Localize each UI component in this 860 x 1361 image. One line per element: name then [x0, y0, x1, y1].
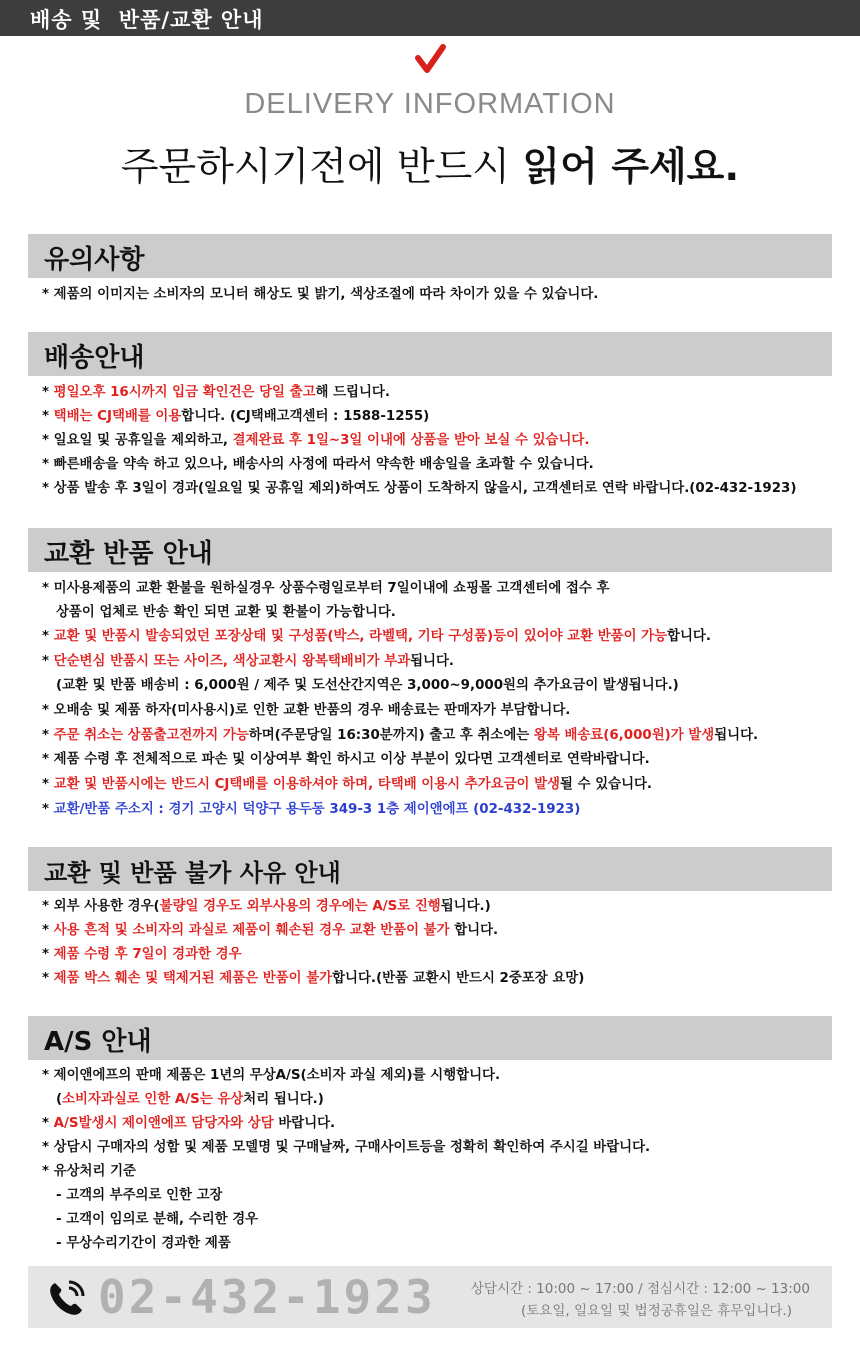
as-line-7: - 고객이 임의로 분해, 수리한 경우 [56, 1212, 259, 1227]
as-line-6: - 고객의 부주의로 인한 고장 [56, 1188, 223, 1203]
refuse-line-3: * 제품 수령 후 7일이 경과한 경우 [42, 947, 242, 962]
delivery-line-1: * 평일오후 16시까지 입금 확인건은 당일 출고해 드립니다. [42, 385, 390, 400]
section-delivery-header [28, 332, 832, 376]
delivery-line-3: * 일요일 및 공휴일을 제외하고, 결제완료 후 1일~3일 이내에 상품을 받아 보실 수 있습니다. [42, 433, 590, 448]
exchange-line-2: * 교환 및 반품시 발송되었던 포장상태 및 구성품(박스, 라벨택, 기타 구성품)등이 있어야 교환 반품이 가능합니다. [42, 629, 711, 644]
refuse-line-2: * 사용 흔적 및 소비자의 과실로 제품이 훼손된 경우 교환 반품이 불가 합니다. [42, 923, 499, 938]
contact-footer [28, 1266, 832, 1328]
as-line-8: - 무상수리기간이 경과한 제품 [56, 1236, 231, 1251]
section-exchange-title: 교환 반품 안내 [44, 539, 213, 569]
exchange-line-7: * 교환 및 반품시에는 반드시 CJ택배를 이용하셔야 하며, 타택배 이용시 추가요금이 발생될 수 있습니다. [42, 777, 653, 792]
delivery-line-4: * 빠른배송을 약속 하고 있으나, 배송사의 사정에 따라서 약속한 배송일을 초과할 수 있습니다. [42, 457, 594, 472]
exchange-line-5: * 주문 취소는 상품출고전까지 가능하며(주문당일 16:30분까지) 출고 후 취소에는 왕복 배송료(6,000원)가 발생됩니다. [42, 728, 759, 743]
read-before-order-title [0, 136, 860, 192]
as-line-4: * 상담시 구매자의 성함 및 제품 모델명 및 구매날짜, 구매사이트등을 정확히 확인하여 주시길 바랍니다. [42, 1140, 651, 1155]
phone-number: 02-432-1923 [98, 1270, 436, 1324]
top-bar [0, 0, 860, 36]
as-line-2: (소비자과실로 인한 A/S는 유상처리 됩니다.) [56, 1092, 324, 1107]
exchange-line-6: * 제품 수령 후 전체적으로 파손 및 이상여부 확인 하시고 이상 부분이 있다면 고객센터로 연락바랍니다. [42, 752, 650, 767]
as-line-1: * 제이앤에프의 판매 제품은 1년의 무상A/S(소비자 과실 제외)를 시행합니다. [42, 1068, 501, 1083]
exchange-address-line: * 교환/반품 주소지 : 경기 고양시 덕양구 용두동 349-3 1층 제이앤에프 (02-432-1923) [42, 802, 581, 817]
check-icon [412, 42, 448, 78]
section-exchange-header [28, 528, 832, 572]
closed-days: (토요일, 일요일 및 법정공휴일은 휴무입니다.) [520, 1303, 792, 1319]
section-notice-header [28, 234, 832, 278]
as-line-3: * A/S발생시 제이앤에프 담당자와 상담 바랍니다. [42, 1116, 336, 1131]
consult-hours: 상담시간 : 10:00 ~ 17:00 / 점심시간 : 12:00 ~ 13:00 [470, 1281, 810, 1297]
ko-title-plain: 주문하시기전에 반드시 [120, 145, 523, 190]
section-refuse-header [28, 847, 832, 891]
refuse-line-1: * 외부 사용한 경우(불량일 경우도 외부사용의 경우에는 A/S로 진행됩니다.) [42, 899, 491, 914]
exchange-line-1: * 미사용제품의 교환 환불을 원하실경우 상품수령일로부터 7일이내에 쇼핑몰 고객센터에 접수 후 [42, 581, 610, 596]
notice-line-1: * 제품의 이미지는 소비자의 모니터 해상도 및 밝기, 색상조절에 따라 차이가 있을 수 있습니다. [42, 287, 599, 302]
delivery-information-title: DELIVERY INFORMATION [244, 88, 616, 120]
section-as-title: A/S 안내 [44, 1027, 152, 1057]
phone-icon [46, 1279, 86, 1319]
section-notice-title: 유의사항 [44, 245, 145, 275]
delivery-line-2: * 택배는 CJ택배를 이용합니다. (CJ택배고객센터 : 1588-1255) [42, 409, 430, 424]
as-line-5: * 유상처리 기준 [42, 1164, 136, 1179]
exchange-line-3b: (교환 및 반품 배송비 : 6,000원 / 제주 및 도선산간지역은 3,000~9,000원의 추가요금이 발생됩니다.) [56, 678, 679, 693]
exchange-line-3: * 단순변심 반품시 또는 사이즈, 색상교환시 왕복택배비가 부과됩니다. [42, 654, 455, 669]
refuse-line-4: * 제품 박스 훼손 및 택제거된 제품은 반품이 불가합니다.(반품 교환시 반드시 2중포장 요망) [42, 971, 585, 986]
ko-title-bold: 읽어 주세요. [522, 145, 740, 190]
top-bar-title: 배송 및 반품/교환 안내 [30, 8, 264, 32]
exchange-line-4: * 오배송 및 제품 하자(미사용시)로 인한 교환 반품의 경우 배송료는 판매자가 부담합니다. [42, 703, 571, 718]
delivery-line-5: * 상품 발송 후 3일이 경과(일요일 및 공휴일 제외)하여도 상품이 도착하지 않을시, 고객센터로 연락 바랍니다.(02-432-1923) [42, 481, 797, 496]
exchange-line-1b: 상품이 업체로 반송 확인 되면 교환 및 환불이 가능합니다. [56, 605, 396, 620]
section-delivery-title: 배송안내 [44, 343, 145, 373]
section-refuse-title: 교환 및 반품 불가 사유 안내 [44, 859, 341, 887]
section-as-header [28, 1016, 832, 1060]
